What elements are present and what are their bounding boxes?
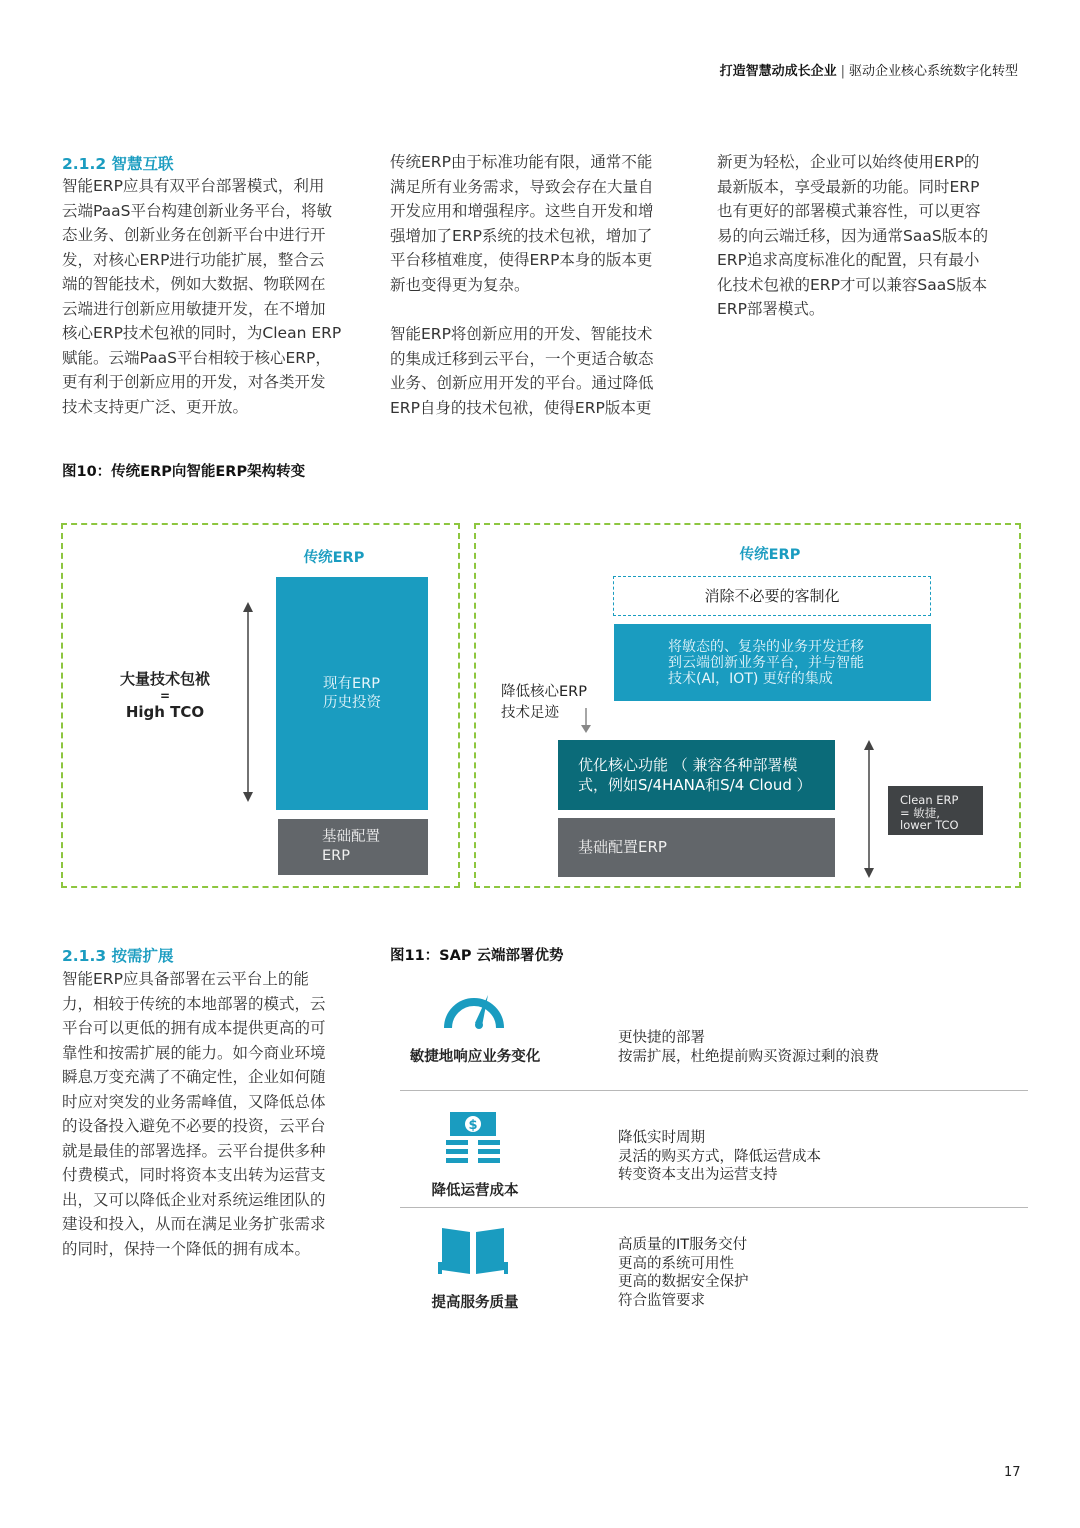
paragraph-line: 更有利于创新应用的开发，对各类开发 — [62, 373, 326, 391]
paragraph-line: 建设和投入，从而在满足业务扩张需求 — [62, 1215, 326, 1233]
optimize-line2: 式，例如S/4HANA和S/4 Cloud ） — [578, 776, 812, 794]
tech-burden-line1: 大量技术包袱 — [119, 670, 210, 688]
section-title-212: 2.1.2 智慧互联 — [62, 155, 174, 173]
section-212-col1 — [62, 174, 372, 419]
migrate-line2: 到云端创新业务平台，并与智能 — [668, 654, 864, 671]
figure10-title: 图10：传统ERP向智能ERP架构转变 — [62, 464, 306, 480]
open-book-icon — [438, 1222, 508, 1278]
section-212-col2a — [390, 150, 700, 297]
invest-line2: 历史投资 — [323, 694, 381, 711]
reduce-line1: 降低核心ERP — [501, 684, 587, 700]
paragraph-line: 瞬息万变充满了不确定性，企业如何随 — [62, 1068, 326, 1086]
reduce-footprint-label — [501, 682, 587, 724]
clean-erp-badge — [888, 786, 983, 835]
paragraph-line: 技术支持更广泛、更开放。 — [62, 397, 249, 416]
paragraph-line: 出，又可以降低企业对系统运维团队的 — [62, 1190, 326, 1209]
paragraph-line: 平台可以更低的拥有成本提供更高的可 — [62, 1019, 326, 1037]
adv-label-agile: 敏捷地响应业务变化 — [409, 1049, 541, 1065]
paragraph-line: ERP自身的技术包袱，使得ERP版本更 — [390, 398, 652, 417]
adv-point: 更高的系统可用性 — [618, 1255, 734, 1272]
paragraph-line: 业务、创新应用开发的平台。通过降低 — [390, 374, 654, 392]
base-left-line1: 基础配置 — [322, 829, 380, 845]
clean-line2: = 敏捷, — [900, 805, 940, 820]
money-stack-icon — [444, 1110, 502, 1166]
page-number: 17 — [1004, 1465, 1021, 1480]
adv-point: 更高的数据安全保护 — [618, 1274, 749, 1290]
migrate-to-cloud — [614, 624, 931, 701]
paragraph-line: 易的向云端迁移，因为通常SaaS版本的 — [717, 226, 989, 245]
adv-point: 降低实时周期 — [618, 1130, 705, 1146]
adv-point: 高质量的IT服务交付 — [618, 1237, 748, 1253]
paragraph-line: 智能ERP应具有双平台部署模式，利用 — [62, 177, 325, 195]
reduce-line2: 技术足迹 — [501, 705, 559, 721]
adv-point: 转变资本支出为运营支持 — [618, 1167, 778, 1183]
migrate-line3: 技术(AI，IOT) 更好的集成 — [668, 670, 833, 687]
adv-point: 灵活的购买方式，降低运营成本 — [618, 1148, 821, 1165]
adv-point: 符合监管要求 — [618, 1292, 705, 1309]
section-212-col2b — [390, 322, 700, 420]
down-arrow-icon — [578, 706, 594, 734]
paragraph-line: 智能ERP应具备部署在云平台上的能 — [62, 970, 309, 988]
adv-points-agile — [618, 1029, 879, 1066]
paragraph-line: ERP部署模式。 — [717, 300, 825, 318]
svg-text:$: $ — [468, 1118, 478, 1133]
clean-line3: lower TCO — [900, 818, 959, 832]
tech-burden-equals: = — [159, 689, 171, 703]
invest-line1: 现有ERP — [323, 675, 380, 692]
section-212-col3 — [717, 150, 1027, 322]
paragraph-line: 新更为轻松，企业可以始终使用ERP的 — [717, 153, 980, 171]
double-arrow-right-icon — [859, 738, 879, 880]
speedometer-icon — [442, 990, 506, 1032]
paragraph-line: 的同时，保持一个降低的拥有成本。 — [62, 1239, 311, 1258]
paragraph-line: 传统ERP由于标准功能有限，通常不能 — [390, 153, 653, 171]
optimize-core-functions — [558, 740, 835, 810]
paragraph-line: 云端进行创新应用敏捷开发，在不增加 — [62, 299, 326, 318]
page-header — [720, 60, 1018, 79]
clean-line1: Clean ERP — [900, 793, 959, 807]
paragraph-line: 最新版本，享受最新的功能。同时ERP — [717, 177, 980, 196]
paragraph-line: 发，对核心ERP进行功能扩展，整合云 — [62, 250, 325, 269]
paragraph-line: ERP追求高度标准化的配置，只有最小 — [717, 251, 980, 269]
tech-burden-label — [100, 670, 230, 722]
paragraph-line: 开发应用和增强程序。这些自开发和增 — [390, 202, 654, 220]
paragraph-line: 力，相较于传统的本地部署的模式，云 — [62, 994, 326, 1013]
paragraph-line: 新也变得更为复杂。 — [390, 275, 530, 294]
divider — [400, 1207, 1028, 1208]
base-config-erp-right: 基础配置ERP — [558, 818, 835, 877]
paragraph-line: 赋能。云端PaaS平台相较于核心ERP， — [62, 348, 331, 367]
adv-point: 更快捷的部署 — [618, 1030, 705, 1046]
header-separator: | — [840, 64, 845, 79]
adv-label-cost: 降低运营成本 — [431, 1183, 519, 1199]
paragraph-line: 付费模式，同时将资本支出转为运营支 — [62, 1166, 326, 1184]
left-box-title: 传统ERP — [303, 550, 365, 566]
paragraph-line: 智能ERP将创新应用的开发、智能技术 — [390, 325, 653, 343]
adv-points-quality — [618, 1236, 749, 1310]
section-213-body — [62, 967, 372, 1261]
paragraph-line: 端的智能技术，例如大数据、物联网在 — [62, 275, 326, 293]
adv-point: 按需扩展，杜绝提前购买资源过剩的浪费 — [618, 1048, 879, 1065]
paragraph-line: 时应对突发的业务需峰值，又降低总体 — [62, 1092, 326, 1111]
optimize-line1: 优化核心功能 （ 兼容各种部署模 — [578, 756, 798, 774]
base-left-line2: ERP — [322, 848, 350, 864]
adv-points-cost — [618, 1129, 821, 1185]
paragraph-line: 就是最佳的部署选择。云平台提供多种 — [62, 1141, 326, 1160]
right-box-title: 传统ERP — [739, 547, 801, 563]
paragraph-line: 核心ERP技术包袱的同时，为Clean ERP — [62, 324, 342, 342]
header-brand: 打造智慧动成长企业 — [719, 64, 837, 79]
header-title: 驱动企业核心系统数字化转型 — [848, 64, 1018, 79]
paragraph-line: 强增加了ERP系统的技术包袱，增加了 — [390, 226, 653, 245]
paragraph-line: 云端PaaS平台构建创新业务平台，将敏 — [62, 201, 332, 220]
divider — [400, 1090, 1028, 1091]
paragraph-line: 也有更好的部署模式兼容性，可以更容 — [717, 202, 981, 220]
paragraph-line: 的设备投入避免不必要的投资，云平台 — [62, 1117, 326, 1135]
migrate-line1: 将敏态的、复杂的业务开发迁移 — [668, 638, 864, 655]
paragraph-line: 平台移植难度，使得ERP本身的版本更 — [390, 251, 653, 269]
existing-erp-investment — [276, 577, 428, 810]
double-arrow-icon — [238, 600, 258, 804]
paragraph-line: 的集成迁移到云平台，一个更适合敏态 — [390, 349, 654, 368]
base-config-erp-left — [278, 819, 428, 875]
section-title-213: 2.1.3 按需扩展 — [62, 947, 174, 965]
figure11-title: 图11：SAP 云端部署优势 — [390, 948, 564, 964]
paragraph-line: 靠性和按需扩展的能力。如今商业环境 — [62, 1043, 326, 1062]
paragraph-line: 满足所有业务需求，导致会存在大量自 — [390, 177, 654, 196]
remove-customization: 消除不必要的客制化 — [613, 576, 931, 616]
paragraph-line: 态业务、创新业务在创新平台中进行开 — [62, 226, 326, 244]
paragraph-line: 化技术包袱的ERP才可以兼容SaaS版本 — [717, 275, 988, 294]
adv-label-quality: 提高服务质量 — [431, 1295, 519, 1311]
tech-burden-line2: High TCO — [125, 703, 205, 721]
